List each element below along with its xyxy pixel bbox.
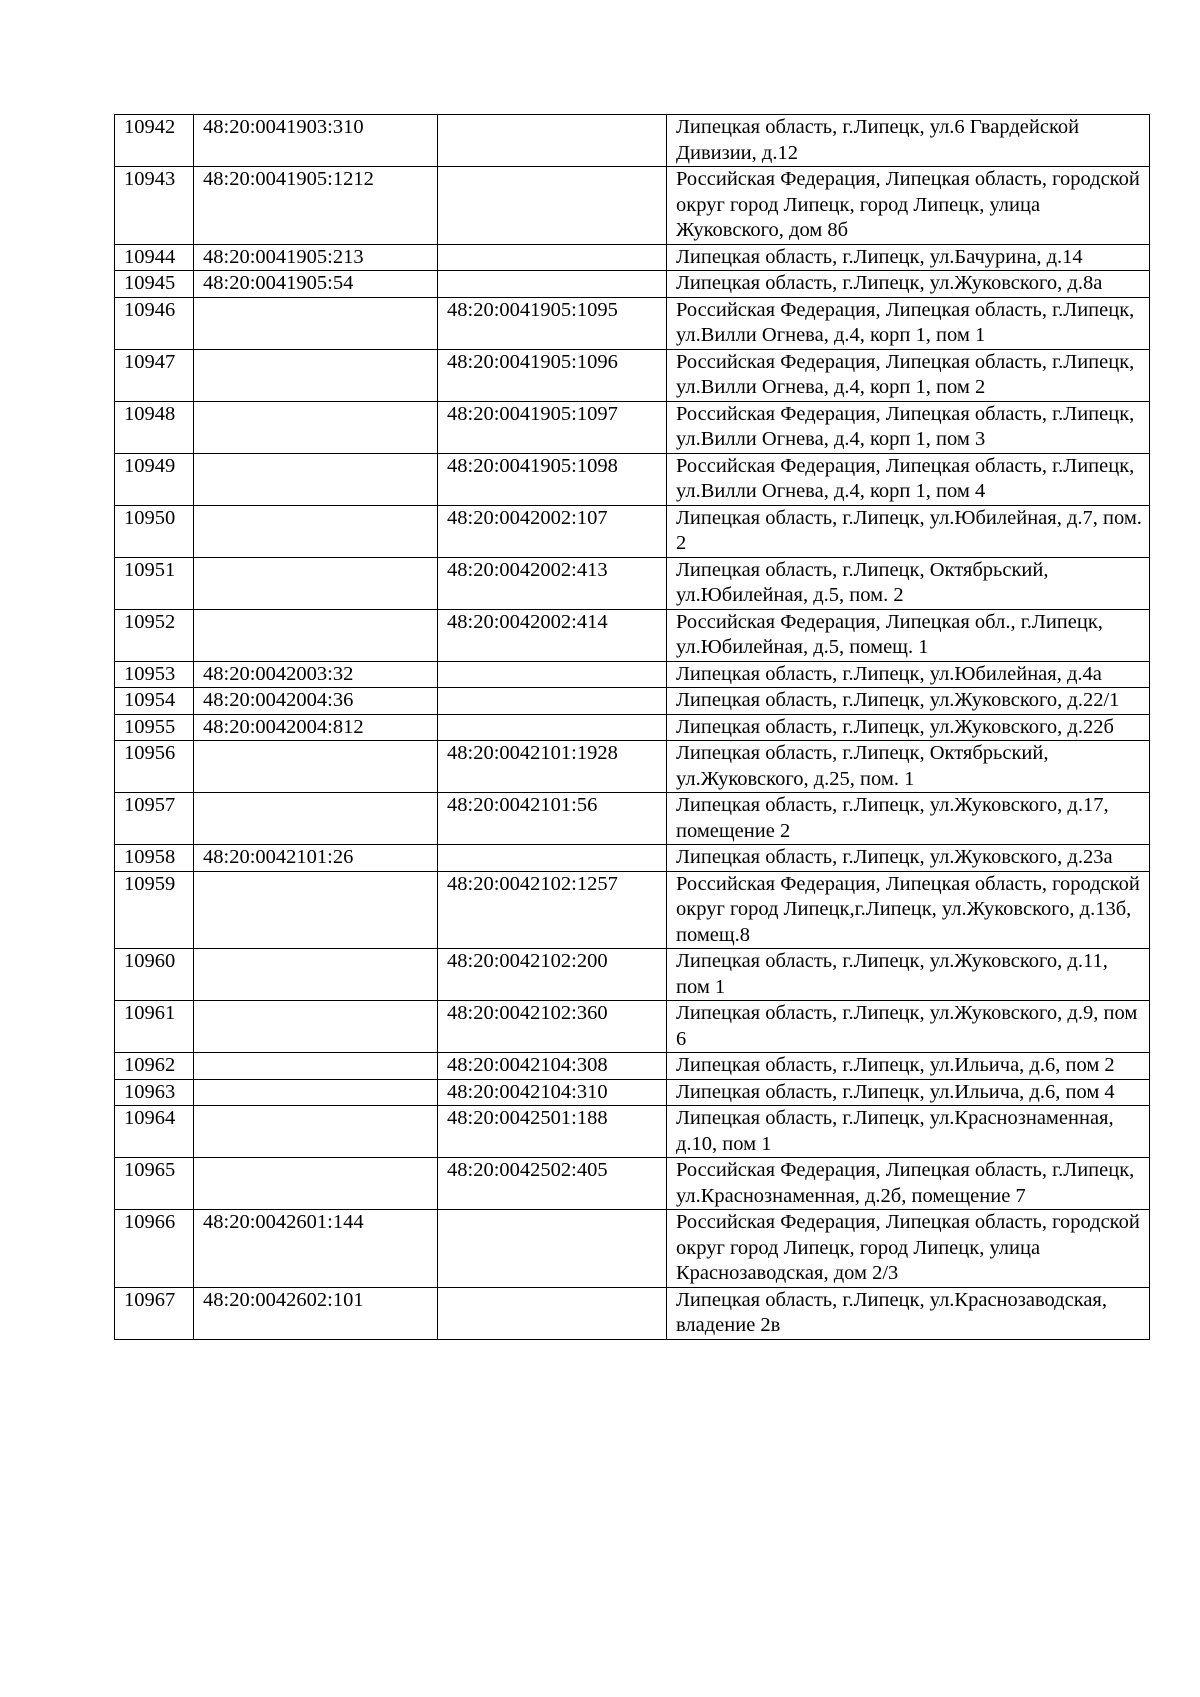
- premises-cadastral-number: 48:20:0041905:1095: [438, 297, 667, 349]
- row-number: 10944: [115, 244, 194, 271]
- table-row: [115, 453, 1150, 505]
- object-address: Липецкая область, г.Липецк, Октябрьский, ул.Жуковского, д.25, пом. 1: [667, 741, 1150, 793]
- object-address: Российская Федерация, Липецкая обл., г.Липецк, ул.Юбилейная, д.5, помещ. 1: [667, 609, 1150, 661]
- table-row: [115, 1053, 1150, 1080]
- row-number: 10966: [115, 1210, 194, 1288]
- table-row: [115, 1001, 1150, 1053]
- table-row: [115, 349, 1150, 401]
- table-row: [115, 115, 1150, 167]
- premises-cadastral-number: 48:20:0042002:107: [438, 505, 667, 557]
- table-row: [115, 167, 1150, 245]
- row-number: 10946: [115, 297, 194, 349]
- object-address: Липецкая область, г.Липецк, ул.Жуковского, д.17, помещение 2: [667, 793, 1150, 845]
- object-address: Липецкая область, г.Липецк, ул.Юбилейная, д.4а: [667, 661, 1150, 688]
- object-address: Российская Федерация, Липецкая область, г.Липецк, ул.Вилли Огнева, д.4, корп 1, пом 2: [667, 349, 1150, 401]
- land-cadastral-number: 48:20:0041905:54: [194, 271, 438, 298]
- row-number: 10950: [115, 505, 194, 557]
- table-row: [115, 609, 1150, 661]
- row-number: 10965: [115, 1158, 194, 1210]
- row-number: 10959: [115, 871, 194, 949]
- row-number: 10958: [115, 845, 194, 872]
- land-cadastral-number: [194, 453, 438, 505]
- row-number: 10951: [115, 557, 194, 609]
- table-row: [115, 741, 1150, 793]
- object-address: Российская Федерация, Липецкая область, г.Липецк, ул.Краснознаменная, д.2б, помещение 7: [667, 1158, 1150, 1210]
- table-row: [115, 688, 1150, 715]
- row-number: 10962: [115, 1053, 194, 1080]
- premises-cadastral-number: 48:20:0042501:188: [438, 1106, 667, 1158]
- object-address: Липецкая область, г.Липецк, ул.Жуковского, д.8а: [667, 271, 1150, 298]
- table-row: [115, 401, 1150, 453]
- object-address: Российская Федерация, Липецкая область, городской округ город Липецк,г.Липецк, ул.Жуковского, д.13б, помещ.8: [667, 871, 1150, 949]
- land-cadastral-number: 48:20:0042003:32: [194, 661, 438, 688]
- row-number: 10963: [115, 1079, 194, 1106]
- table-row: [115, 1158, 1150, 1210]
- object-address: Российская Федерация, Липецкая область, г.Липецк, ул.Вилли Огнева, д.4, корп 1, пом 4: [667, 453, 1150, 505]
- table-row: [115, 271, 1150, 298]
- land-cadastral-number: [194, 949, 438, 1001]
- premises-cadastral-number: 48:20:0042102:1257: [438, 871, 667, 949]
- premises-cadastral-number: [438, 1210, 667, 1288]
- premises-cadastral-number: [438, 661, 667, 688]
- land-cadastral-number: [194, 1106, 438, 1158]
- object-address: Липецкая область, г.Липецк, ул.Жуковского, д.22б: [667, 714, 1150, 741]
- row-number: 10957: [115, 793, 194, 845]
- land-cadastral-number: [194, 871, 438, 949]
- premises-cadastral-number: 48:20:0042104:310: [438, 1079, 667, 1106]
- table-row: [115, 871, 1150, 949]
- land-cadastral-number: [194, 741, 438, 793]
- object-address: Липецкая область, г.Липецк, ул.Краснознаменная, д.10, пом 1: [667, 1106, 1150, 1158]
- table-row: [115, 1106, 1150, 1158]
- object-address: Липецкая область, г.Липецк, ул.6 Гвардейской Дивизии, д.12: [667, 115, 1150, 167]
- land-cadastral-number: 48:20:0042601:144: [194, 1210, 438, 1288]
- table-row: [115, 1210, 1150, 1288]
- premises-cadastral-number: [438, 1287, 667, 1339]
- premises-cadastral-number: [438, 688, 667, 715]
- row-number: 10967: [115, 1287, 194, 1339]
- row-number: 10964: [115, 1106, 194, 1158]
- premises-cadastral-number: [438, 115, 667, 167]
- premises-cadastral-number: [438, 244, 667, 271]
- premises-cadastral-number: 48:20:0042002:414: [438, 609, 667, 661]
- land-cadastral-number: 48:20:0042004:812: [194, 714, 438, 741]
- land-cadastral-number: 48:20:0042602:101: [194, 1287, 438, 1339]
- row-number: 10955: [115, 714, 194, 741]
- land-cadastral-number: [194, 1079, 438, 1106]
- land-cadastral-number: [194, 401, 438, 453]
- object-address: Российская Федерация, Липецкая область, городской округ город Липецк, город Липецк, улица Краснозаводская, дом 2/3: [667, 1210, 1150, 1288]
- table-row: [115, 1287, 1150, 1339]
- row-number: 10948: [115, 401, 194, 453]
- object-address: Липецкая область, г.Липецк, ул.Бачурина, д.14: [667, 244, 1150, 271]
- land-cadastral-number: 48:20:0041905:213: [194, 244, 438, 271]
- land-cadastral-number: 48:20:0042101:26: [194, 845, 438, 872]
- land-cadastral-number: [194, 505, 438, 557]
- table-row: [115, 557, 1150, 609]
- premises-cadastral-number: [438, 714, 667, 741]
- premises-cadastral-number: [438, 845, 667, 872]
- land-cadastral-number: [194, 793, 438, 845]
- row-number: 10942: [115, 115, 194, 167]
- premises-cadastral-number: 48:20:0042102:360: [438, 1001, 667, 1053]
- register-table-body: [115, 115, 1150, 1340]
- row-number: 10961: [115, 1001, 194, 1053]
- object-address: Липецкая область, г.Липецк, ул.Ильича, д.6, пом 2: [667, 1053, 1150, 1080]
- table-row: [115, 845, 1150, 872]
- premises-cadastral-number: 48:20:0041905:1097: [438, 401, 667, 453]
- premises-cadastral-number: 48:20:0042102:200: [438, 949, 667, 1001]
- table-row: [115, 1079, 1150, 1106]
- premises-cadastral-number: [438, 167, 667, 245]
- premises-cadastral-number: 48:20:0042101:1928: [438, 741, 667, 793]
- land-cadastral-number: 48:20:0041905:1212: [194, 167, 438, 245]
- land-cadastral-number: [194, 1053, 438, 1080]
- table-row: [115, 714, 1150, 741]
- object-address: Российская Федерация, Липецкая область, г.Липецк, ул.Вилли Огнева, д.4, корп 1, пом 1: [667, 297, 1150, 349]
- row-number: 10954: [115, 688, 194, 715]
- table-row: [115, 297, 1150, 349]
- premises-cadastral-number: [438, 271, 667, 298]
- land-cadastral-number: [194, 1158, 438, 1210]
- land-cadastral-number: [194, 609, 438, 661]
- land-cadastral-number: [194, 1001, 438, 1053]
- table-row: [115, 949, 1150, 1001]
- row-number: 10947: [115, 349, 194, 401]
- row-number: 10953: [115, 661, 194, 688]
- table-row: [115, 505, 1150, 557]
- row-number: 10952: [115, 609, 194, 661]
- land-cadastral-number: 48:20:0041903:310: [194, 115, 438, 167]
- object-address: Липецкая область, г.Липецк, Октябрьский, ул.Юбилейная, д.5, пом. 2: [667, 557, 1150, 609]
- land-cadastral-number: [194, 349, 438, 401]
- object-address: Липецкая область, г.Липецк, ул.Жуковского, д.22/1: [667, 688, 1150, 715]
- land-cadastral-number: 48:20:0042004:36: [194, 688, 438, 715]
- row-number: 10956: [115, 741, 194, 793]
- row-number: 10960: [115, 949, 194, 1001]
- object-address: Российская Федерация, Липецкая область, городской округ город Липецк, город Липецк, улица Жуковского, дом 8б: [667, 167, 1150, 245]
- row-number: 10943: [115, 167, 194, 245]
- object-address: Липецкая область, г.Липецк, ул.Жуковского, д.9, пом 6: [667, 1001, 1150, 1053]
- object-address: Липецкая область, г.Липецк, ул.Юбилейная, д.7, пом. 2: [667, 505, 1150, 557]
- premises-cadastral-number: 48:20:0042502:405: [438, 1158, 667, 1210]
- premises-cadastral-number: 48:20:0042101:56: [438, 793, 667, 845]
- table-row: [115, 244, 1150, 271]
- row-number: 10949: [115, 453, 194, 505]
- table-row: [115, 793, 1150, 845]
- land-cadastral-number: [194, 297, 438, 349]
- object-address: Липецкая область, г.Липецк, ул.Ильича, д.6, пом 4: [667, 1079, 1150, 1106]
- premises-cadastral-number: 48:20:0041905:1098: [438, 453, 667, 505]
- object-address: Липецкая область, г.Липецк, ул.Жуковского, д.23а: [667, 845, 1150, 872]
- row-number: 10945: [115, 271, 194, 298]
- land-cadastral-number: [194, 557, 438, 609]
- register-table: [114, 114, 1150, 1340]
- object-address: Российская Федерация, Липецкая область, г.Липецк, ул.Вилли Огнева, д.4, корп 1, пом 3: [667, 401, 1150, 453]
- premises-cadastral-number: 48:20:0042002:413: [438, 557, 667, 609]
- premises-cadastral-number: 48:20:0041905:1096: [438, 349, 667, 401]
- table-row: [115, 661, 1150, 688]
- object-address: Липецкая область, г.Липецк, ул.Краснозаводская, владение 2в: [667, 1287, 1150, 1339]
- object-address: Липецкая область, г.Липецк, ул.Жуковского, д.11, пом 1: [667, 949, 1150, 1001]
- premises-cadastral-number: 48:20:0042104:308: [438, 1053, 667, 1080]
